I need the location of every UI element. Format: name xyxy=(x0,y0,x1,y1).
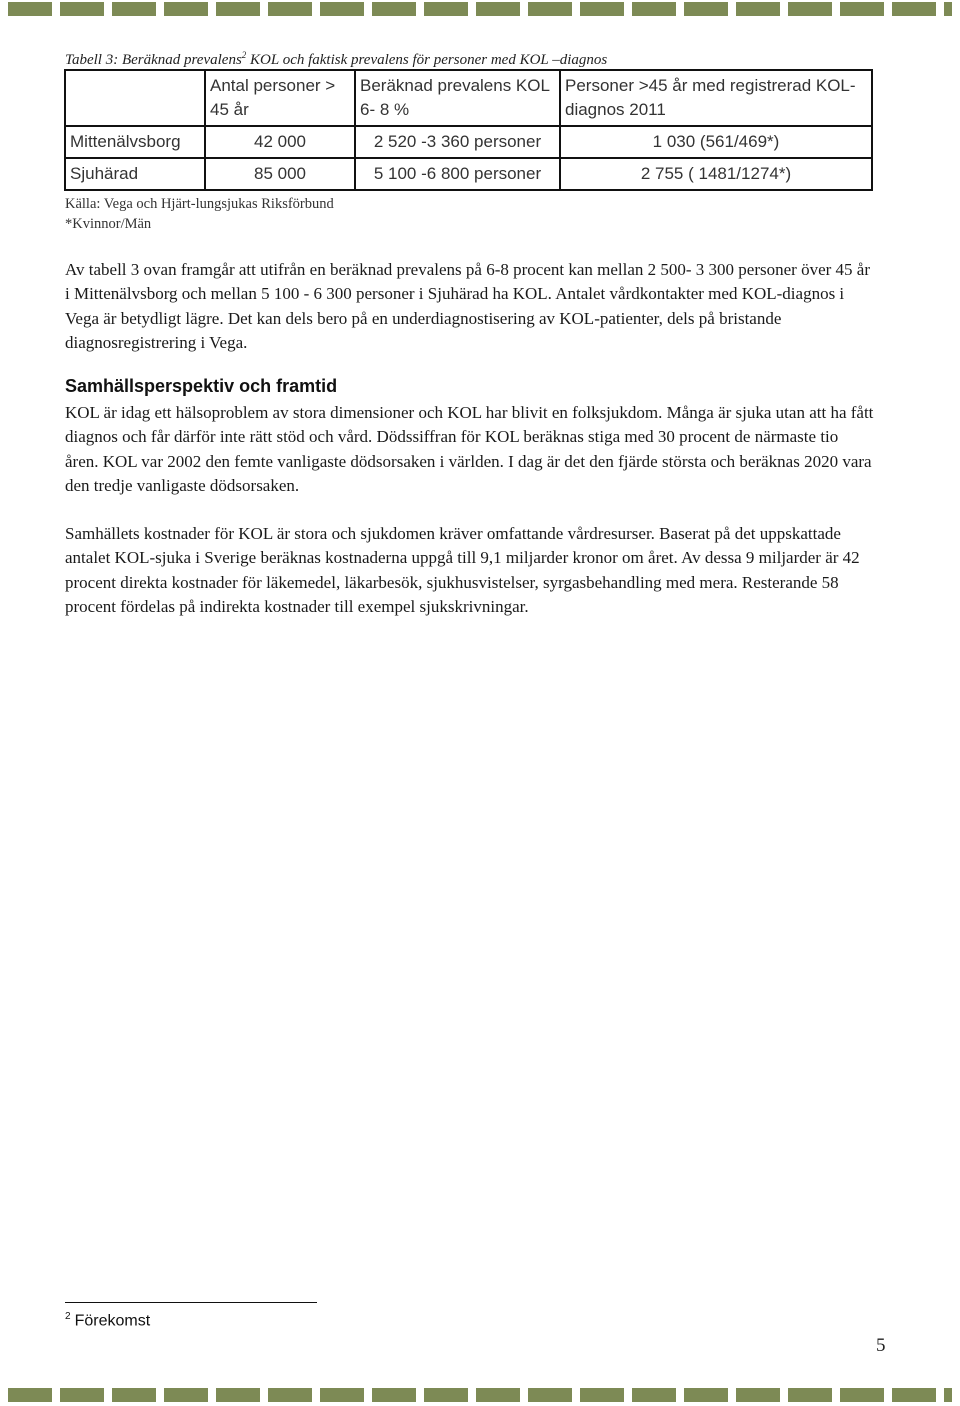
footnote-separator xyxy=(65,1302,317,1303)
prevalence-cell: 2 520 -3 360 personer xyxy=(355,126,560,158)
footnote-reference: 2 xyxy=(241,50,247,60)
paragraph-table-analysis xyxy=(65,258,875,356)
caption-text-end: KOL och faktisk prevalens för personer med KOL –diagnos xyxy=(246,52,608,68)
region-cell: Mittenälvsborg xyxy=(65,126,205,158)
region-cell: Sjuhärad xyxy=(65,158,205,190)
population-cell: 42 000 xyxy=(205,126,355,158)
paragraph-text: Av tabell 3 ovan framgår att utifrån en beräknad prevalens på 6-8 procent kan mellan 2 500- 3 300 personer över 45 år i Mittenälvsborg och mellan 5 100 - 6 300 personer i Sjuhärad ha KOL. Antalet vårdkontakter med KOL-diagnos i Vega är betydligt lägre. Det kan dels bero på en underdiagnostisering av KOL-patienter, dels på bristande diagnosregistrering i Vega. xyxy=(65,260,870,353)
footnote xyxy=(65,1311,150,1330)
paragraph-costs xyxy=(65,522,875,620)
top-decorative-band xyxy=(8,2,952,16)
page-number: 5 xyxy=(876,1335,886,1356)
header-cell-registered-diagnosis: Personer >45 år med registrerad KOL-diagnos 2011 xyxy=(560,70,872,126)
header-cell-empty xyxy=(65,70,205,126)
table-caption xyxy=(65,50,607,69)
prevalence-cell: 5 100 -6 800 personer xyxy=(355,158,560,190)
registered-cell: 2 755 ( 1481/1274*) xyxy=(560,158,872,190)
footnote-text: Förekomst xyxy=(74,1312,151,1330)
header-cell-population: Antal personer > 45 år xyxy=(205,70,355,126)
table-row xyxy=(65,126,872,158)
section-heading: Samhällsperspektiv och framtid xyxy=(65,376,338,396)
paragraph-text: KOL är idag ett hälsoproblem av stora dimensioner och KOL har blivit en folksjukdom. Många är sjuka utan att ha fått diagnos och får därför inte rätt stöd och vård. Dödssiffran för KOL beräknas stiga med 30 procent de närmaste tio åren. KOL var 2002 den femte vanligaste dödsorsaken i världen. I dag är det den fjärde största och beräknas 2020 vara den tredje vanligaste dödsorsaken. xyxy=(65,403,874,496)
registered-cell: 1 030 (561/469*) xyxy=(560,126,872,158)
header-cell-estimated-prevalence: Beräknad prevalens KOL 6- 8 % xyxy=(355,70,560,126)
bottom-decorative-band xyxy=(8,1388,952,1402)
paragraph-text: Samhällets kostnader för KOL är stora och sjukdomen kräver omfattande vårdresurser. Baserat på det uppskattade antalet KOL-sjuka i Sverige beräknas kostnaderna uppgå till 9,1 miljarder kronor om året. Av dessa 9 miljarder är 42 procent direkta kostnader för läkemedel, läkarbesök, sjukhusvistelser, syrgasbehandling med mera. Resterande 58 procent fördelas på indirekta kostnader till exempel sjukskrivningar. xyxy=(65,524,860,617)
caption-text-start: Tabell 3: Beräknad prevalens xyxy=(65,52,242,68)
source-note: Källa: Vega och Hjärt-lungsjukas Riksförbund xyxy=(65,196,334,212)
table-row xyxy=(65,158,872,190)
population-cell: 85 000 xyxy=(205,158,355,190)
prevalence-table xyxy=(64,69,873,191)
gender-note: *Kvinnor/Män xyxy=(65,216,152,232)
table-notes xyxy=(65,194,334,234)
footnote-number: 2 xyxy=(65,1311,71,1322)
paragraph-public-health xyxy=(65,401,875,499)
table-header-row xyxy=(65,70,872,126)
